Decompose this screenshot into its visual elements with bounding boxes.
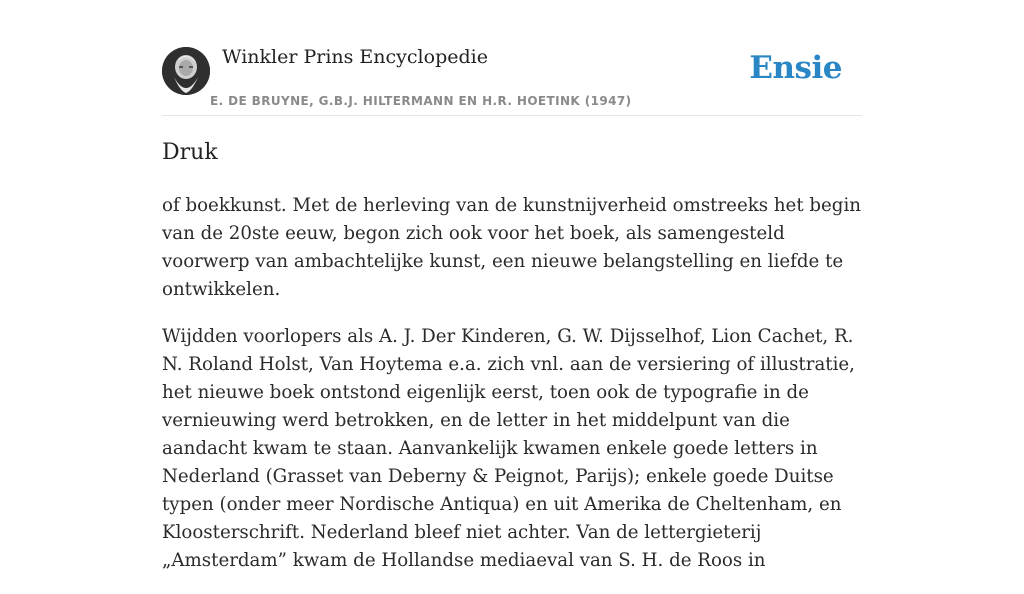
- article-body: [162, 192, 868, 594]
- article-paragraph: of boekkunst. Met de herleving van de kunstnijverheid omstreeks het begin van de 20ste eeuw, begon zich ook voor het boek, als samengesteld voorwerp van ambachtelijke kunst, een nieuwe belangstelling en liefde te ontwikkelen.: [162, 195, 861, 300]
- portrait-photo-icon[interactable]: [162, 47, 210, 95]
- publication-title-link[interactable]: Winkler Prins Encyclopedie: [222, 46, 488, 68]
- article-paragraph: Wijdden voorlopers als A. J. Der Kinderen, G. W. Dijsselhof, Lion Cachet, R. N. Roland Holst, Van Hoytema e.a. zich vnl. aan de versiering of illustratie, het nieuwe boek ontstond eigenlijk eerst, toen ook de typografie in de vernieuwing werd betrokken, en de letter in het middelpunt van die aandacht kwam te staan. Aanvankelijk kwamen enkele goede letters in Nederland (Grasset van Deberny & Peignot, Parijs); enkele goede Duitse typen (onder meer Nordische Antiqua) en uit Amerika de Cheltenham, en Kloosterschrift. Nederland bleef niet achter. Van de lettergieterij „Amsterdam” kwam de Hollandse mediaeval van S. H. de Roos in: [162, 326, 855, 571]
- article-title: Druk: [162, 140, 218, 165]
- publication-header: [162, 44, 862, 116]
- ensie-logo-link[interactable]: Ensie: [749, 50, 842, 86]
- publication-authors: E. DE BRUYNE, G.B.J. HILTERMANN EN H.R. HOETINK (1947): [210, 94, 632, 108]
